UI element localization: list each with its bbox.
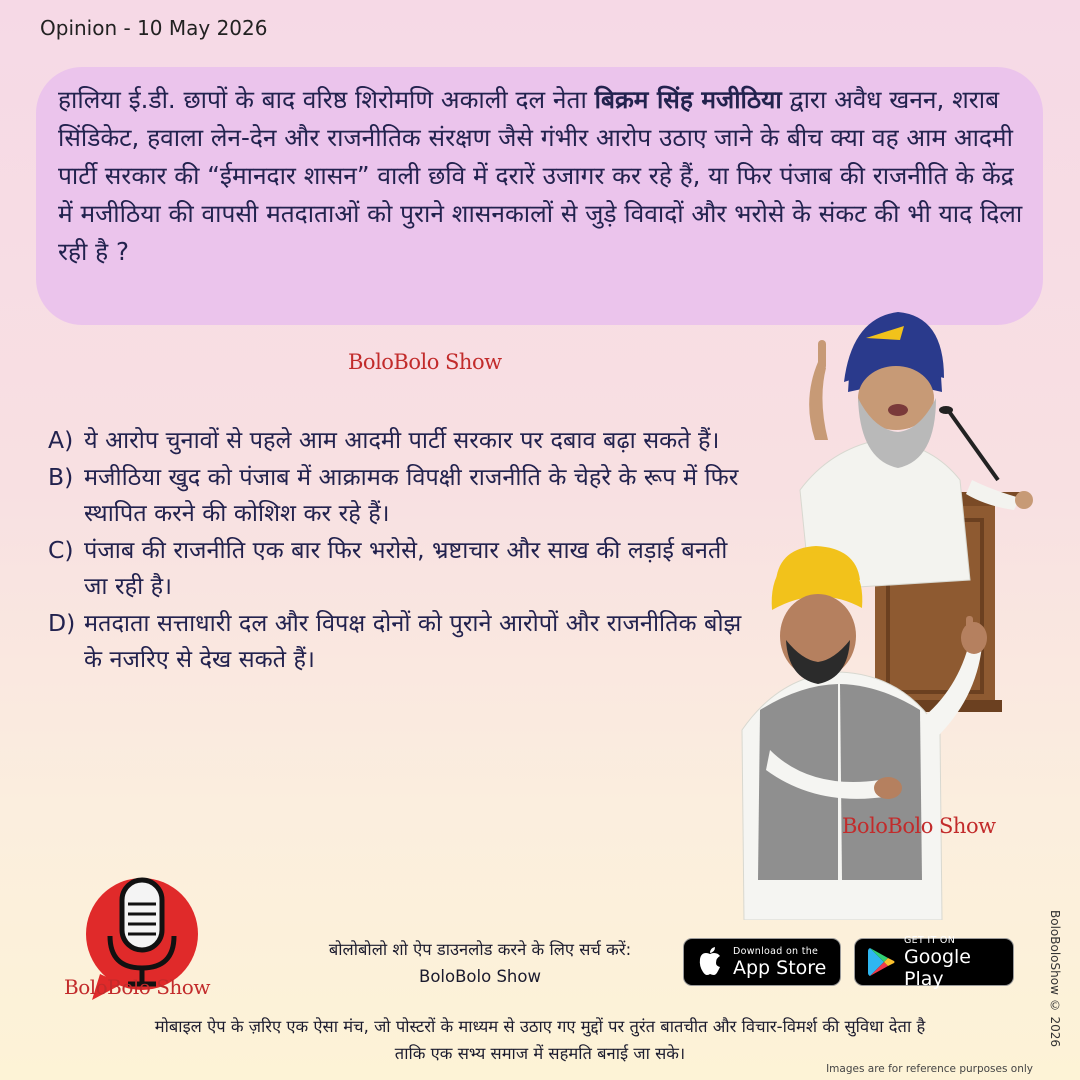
apple-icon [693, 945, 727, 979]
question-text [58, 81, 1023, 271]
option-a-letter: A) [48, 426, 74, 454]
footer-tagline [40, 1013, 1040, 1067]
option-c[interactable] [48, 532, 748, 604]
question-text-part2: द्वारा अवैध खनन, शराब सिंडिकेट, हवाला लेन-देन और राजनीतिक संरक्षण जैसे गंभीर आरोप उठाए जाने के बीच क्या वह आम आदमी पार्टी सरकार की “ईमानदार शासन” वाली छवि में दरारें उजागर कर रहे हैं, या फिर पंजाब की राजनीति के केंद्र में मजीठिया की वापसी मतदाताओं को पुराने शासनकालों से जुड़े विवादों और भरोसे के संकट की भी याद दिला रही है ? [58, 85, 1023, 266]
options-list [48, 422, 748, 678]
option-b-text: मजीठिया खुद को पंजाब में आक्रामक विपक्षी राजनीति के चेहरे के रूप में फिर स्थापित करने की कोशिश कर रहे हैं। [84, 463, 739, 527]
option-b-letter: B) [48, 463, 74, 491]
app-store-label: App Store [733, 956, 827, 979]
brand-watermark-middle: BoloBolo Show [348, 350, 502, 374]
option-d-text: मतदाता सत्ताधारी दल और विपक्ष दोनों को पुराने आरोपों और राजनीतिक बोझ के नजरिए से देख सकते हैं। [84, 609, 742, 673]
option-d[interactable] [48, 605, 748, 677]
option-a-text: ये आरोप चुनावों से पहले आम आदमी पार्टी सरकार पर दबाव बढ़ा सकते हैं। [84, 426, 720, 454]
google-play-icon [864, 945, 898, 979]
option-a[interactable] [48, 422, 748, 458]
download-prompt [300, 936, 660, 990]
download-prompt-line2: BoloBolo Show [419, 967, 541, 986]
option-b[interactable] [48, 459, 748, 531]
option-c-letter: C) [48, 536, 74, 564]
google-play-label: Google Play [904, 945, 972, 990]
app-store-small-label: Download on the [733, 945, 819, 957]
question-text-highlight: बिक्रम सिंह मजीठिया [594, 85, 782, 114]
speaker-illustration [800, 312, 1033, 590]
question-text-part1: हालिया ई.डी. छापों के बाद वरिष्ठ शिरोमणि अकाली दल नेता [58, 85, 595, 114]
logo-text: BoloBolo Show [64, 975, 210, 999]
brand-watermark-image: BoloBolo Show [842, 814, 996, 838]
option-d-letter: D) [48, 609, 76, 637]
google-play-small-label: GET IT ON [904, 934, 956, 946]
footer-tagline-line2: ताकि एक सभ्य समाज में सहमति बनाई जा सके। [394, 1044, 686, 1063]
footer-tagline-line1: मोबाइल ऐप के ज़रिए एक ऐसा मंच, जो पोस्टरों के माध्यम से उठाए गए मुद्दों पर तुरंत बातचीत और विचार-विमर्श की सुविधा देता है [154, 1017, 926, 1036]
header-label: Opinion - 10 May 2026 [40, 16, 268, 40]
app-store-button[interactable] [683, 938, 841, 986]
option-c-text: पंजाब की राजनीति एक बार फिर भरोसे, भ्रष्टाचार और साख की लड़ाई बनती जा रही है। [84, 536, 728, 600]
download-prompt-line1: बोलोबोलो शो ऐप डाउनलोड करने के लिए सर्च करें: [328, 940, 632, 959]
disclaimer: Images are for reference purposes only [826, 1063, 1033, 1075]
google-play-button[interactable] [854, 934, 1014, 990]
copyright-vertical: BoloBoloShow © 2026 [1048, 910, 1062, 1048]
